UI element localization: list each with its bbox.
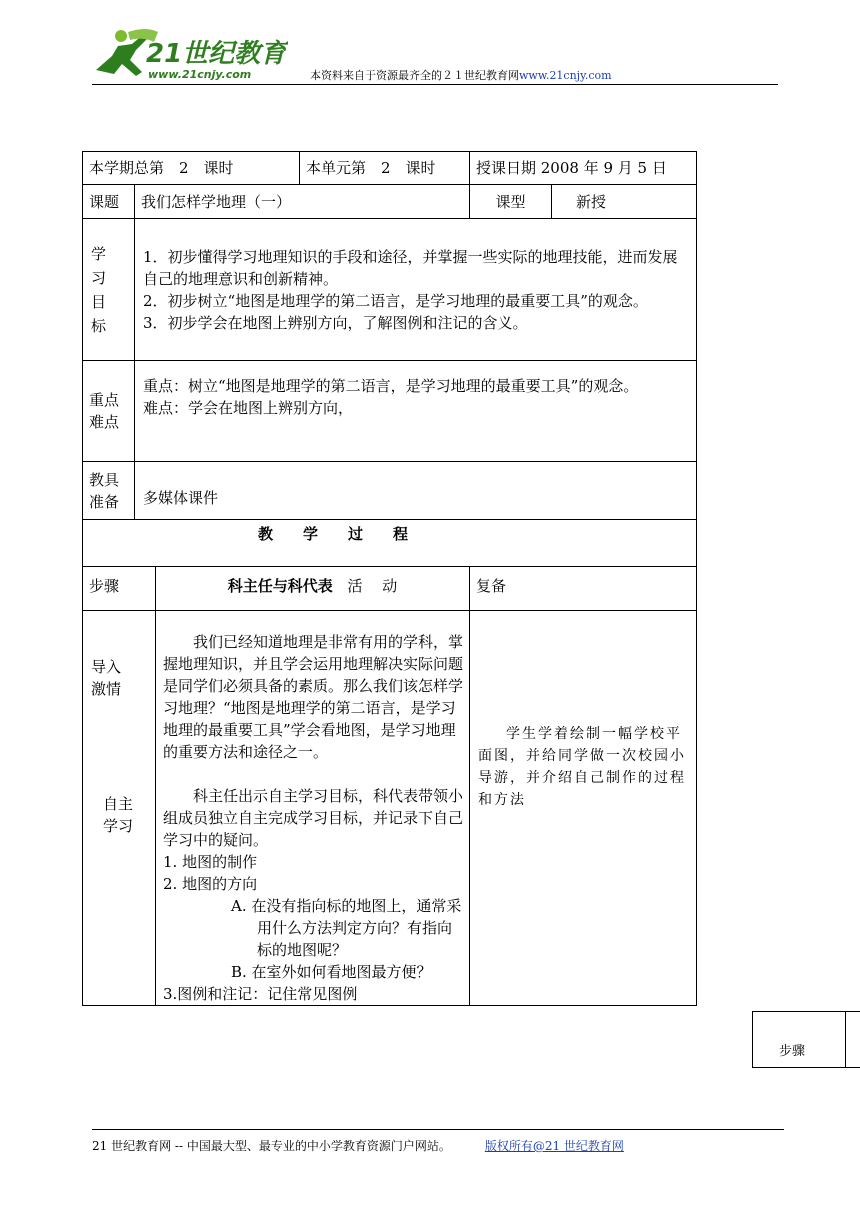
site-logo xyxy=(88,26,288,82)
objective-item: 3．初步学会在地图上辨别方向，了解图例和注记的含义。 xyxy=(143,313,528,332)
footer-text: 21 世纪教育网 -- 中国最大型、最专业的中小学教育资源门户网站。 xyxy=(92,1139,451,1153)
lesson-type-label: 课型 xyxy=(470,185,552,219)
process-title: 教 学 过 程 xyxy=(83,520,697,567)
header-divider xyxy=(92,84,778,85)
key-focus: 重点：树立“地图是地理学的第二语言，是学习地理的最重要工具”的观念。 xyxy=(143,377,639,395)
review-text: 学生学着绘制一幅学校平面图，并给同学做一次校园小导游，并介绍自己制作的过程和方法 xyxy=(478,726,686,808)
study-item: 1. 地图的制作 xyxy=(163,853,258,871)
header-note-text: 本资料来自于资源最齐全的２１世纪教育网 xyxy=(310,69,519,82)
unit-lesson-count: 本单元第 2 课时 xyxy=(300,152,470,185)
step-intro: 导入 激情 xyxy=(91,658,122,698)
process-activity-header xyxy=(156,567,470,611)
objective-item: 2．初步树立“地图是地理学的第二语言，是学习地理的最重要工具”的观念。 xyxy=(143,291,648,310)
next-table-fragment xyxy=(752,1011,860,1068)
study-subitem: B. 在室外如何看地图最方便？ xyxy=(231,963,432,981)
tools-label: 教具 准备 xyxy=(83,462,135,520)
fragment-divider xyxy=(845,1012,846,1067)
lesson-plan-table xyxy=(82,151,697,1006)
objective-item: 1．初步懂得学习地理知识的手段和途径，并掌握一些实际的地理技能，进而发展自己的地理意识和创新精神。 xyxy=(143,247,678,288)
study-item: 2. 地图的方向 xyxy=(163,875,258,893)
header-note-link[interactable]: www.21cnjy.com xyxy=(519,69,612,82)
objectives-label: 学 习 目 标 xyxy=(83,219,135,361)
total-lesson-count: 本学期总第 2 课时 xyxy=(83,152,300,185)
keypoints-label: 重点 难点 xyxy=(83,361,135,462)
process-review-cell xyxy=(470,611,697,1006)
footer-copyright-link[interactable]: 版权所有@21 世纪教育网 xyxy=(484,1139,624,1153)
intro-paragraph: 我们已经知道地理是非常有用的学科，掌握地理知识，并且学会运用地理解决实际问题是同学们必须具备的素质。那么我们该怎样学习地理？“地图是地理学的第二语言，是学习地理的最重要工具”学会看地图，是学习地理的重要方法和途径之一。 xyxy=(163,633,464,761)
logo-text: 21世纪教育 xyxy=(146,39,287,69)
process-step-header: 步骤 xyxy=(83,567,156,611)
lesson-date: 授课日期 2008 年 9 月 5 日 xyxy=(470,152,697,185)
objectives-list xyxy=(135,219,697,361)
study-item: 3.图例和注记：记住常见图例 xyxy=(163,985,358,1003)
process-activity-cell xyxy=(156,611,470,1006)
fragment-step-label: 步骤 xyxy=(779,1044,806,1059)
tools-value: 多媒体课件 xyxy=(135,462,697,520)
topic-label: 课题 xyxy=(83,185,135,219)
page-footer xyxy=(92,1137,624,1154)
self-study-paragraph: 科主任出示自主学习目标，科代表带领小组成员独立自主完成学习目标，并记录下自己学习中的疑问。 xyxy=(163,787,464,849)
footer-divider xyxy=(92,1129,784,1130)
header-note xyxy=(310,67,612,83)
study-subitem: A. 在没有指向标的地图上，通常采用什么方法判定方向？有指向标的地图呢？ xyxy=(231,897,462,959)
process-review-header: 复备 xyxy=(470,567,697,611)
step-self-study: 自主 学习 xyxy=(103,795,134,835)
keypoints-content xyxy=(135,361,697,462)
process-steps-cell xyxy=(83,611,156,1006)
activity-header-rest: 活 动 xyxy=(347,577,398,595)
logo-url: www.21cnjy.com xyxy=(148,68,252,81)
key-difficulty: 难点：学会在地图上辨别方向， xyxy=(143,399,354,417)
activity-header-bold: 科主任与科代表 xyxy=(227,577,333,595)
topic-value: 我们怎样学地理（一） xyxy=(135,185,470,219)
lesson-type-value: 新授 xyxy=(552,185,697,219)
